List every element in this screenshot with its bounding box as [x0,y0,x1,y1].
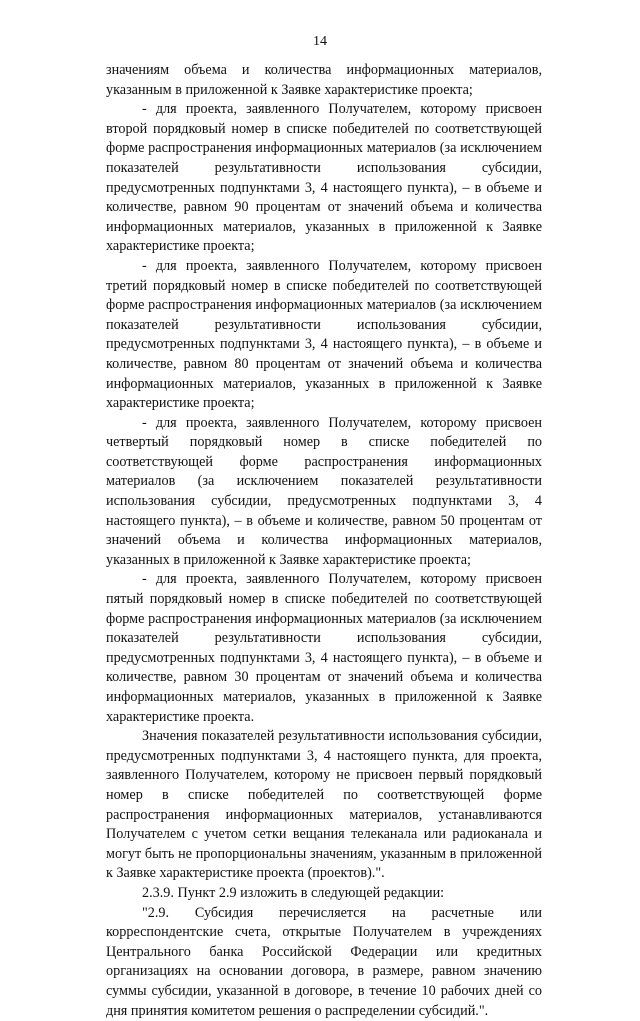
page-number: 14 [313,34,327,49]
document-body [106,61,542,1021]
paragraph-third-place: - для проекта, заявленного Получателем, которому присвоен третий порядковый номер в списке победителей по соответствующей форме распространения информационных материалов (за исключением показателей результативности использования субсидии, предусмотренных подпунктами 3, 4 настоящего пункта), – в объеме и количестве, равном 80 процентам от значений объема и количества информационных материалов, указанных в приложенной к Заявке характеристике проекта; [106,257,542,412]
paragraph-indicator-values: Значения показателей результативности использования субсидии, предусмотренных подпунктами 3, 4 настоящего пункта, для проекта, заявленного Получателем, которому не присвоен первый порядковый номер в списке победителей по соответствующей форме распространения информационных материалов, устанавливаются Получателем с учетом сетки вещания телеканала или радиоканала и могут быть не пропорциональны значениям, указанным в приложенной к Заявке характеристике проекта (проектов).". [106,728,542,882]
paragraph-continuation: значениям объема и количества информационных материалов, указанным в приложенной к Заявке характеристике проекта; [106,62,542,98]
paragraph-clause-2-3-9: 2.3.9. Пункт 2.9 изложить в следующей редакции: [142,884,445,901]
paragraph-fourth-place: - для проекта, заявленного Получателем, которому присвоен четвертый порядковый номер в списке победителей по соответствующей форме распространения информационных материалов (за исключением показателей результативности использования субсидии, предусмотренных подпунктами 3, 4 настоящего пункта), – в объеме и количестве, равном 50 процентам от значений объема и количества информационных материалов, указанных в приложенной к Заявке характеристике проекта; [106,414,542,568]
paragraph-second-place: - для проекта, заявленного Получателем, которому присвоен второй порядковый номер в списке победителей по соответствующей форме распространения информационных материалов (за исключением показателей результативности использования субсидии, предусмотренных подпунктами 3, 4 настоящего пункта), – в объеме и количестве, равном 90 процентам от значений объема и количества информационных материалов, указанных в приложенной к Заявке характеристике проекта; [106,101,542,255]
paragraph-clause-2-9: "2.9. Субсидия перечисляется на расчетные или корреспондентские счета, открытые Получателем в учреждениях Центрального банка Российской Федерации или кредитных организациях на основании договора, в размере, равном значению суммы субсидии, указанной в договоре, в течение 10 рабочих дней со дня принятия комитетом решения о распределении субсидий.". [106,904,542,1019]
paragraph-fifth-place: - для проекта, заявленного Получателем, которому присвоен пятый порядковый номер в списке победителей по соответствующей форме распространения информационных материалов (за исключением показателей результативности использования субсидии, предусмотренных подпунктами 3, 4 настоящего пункта), – в объеме и количестве, равном 30 процентам от значений объема и количества информационных материалов, указанных в приложенной к Заявке характеристике проекта. [106,571,542,725]
